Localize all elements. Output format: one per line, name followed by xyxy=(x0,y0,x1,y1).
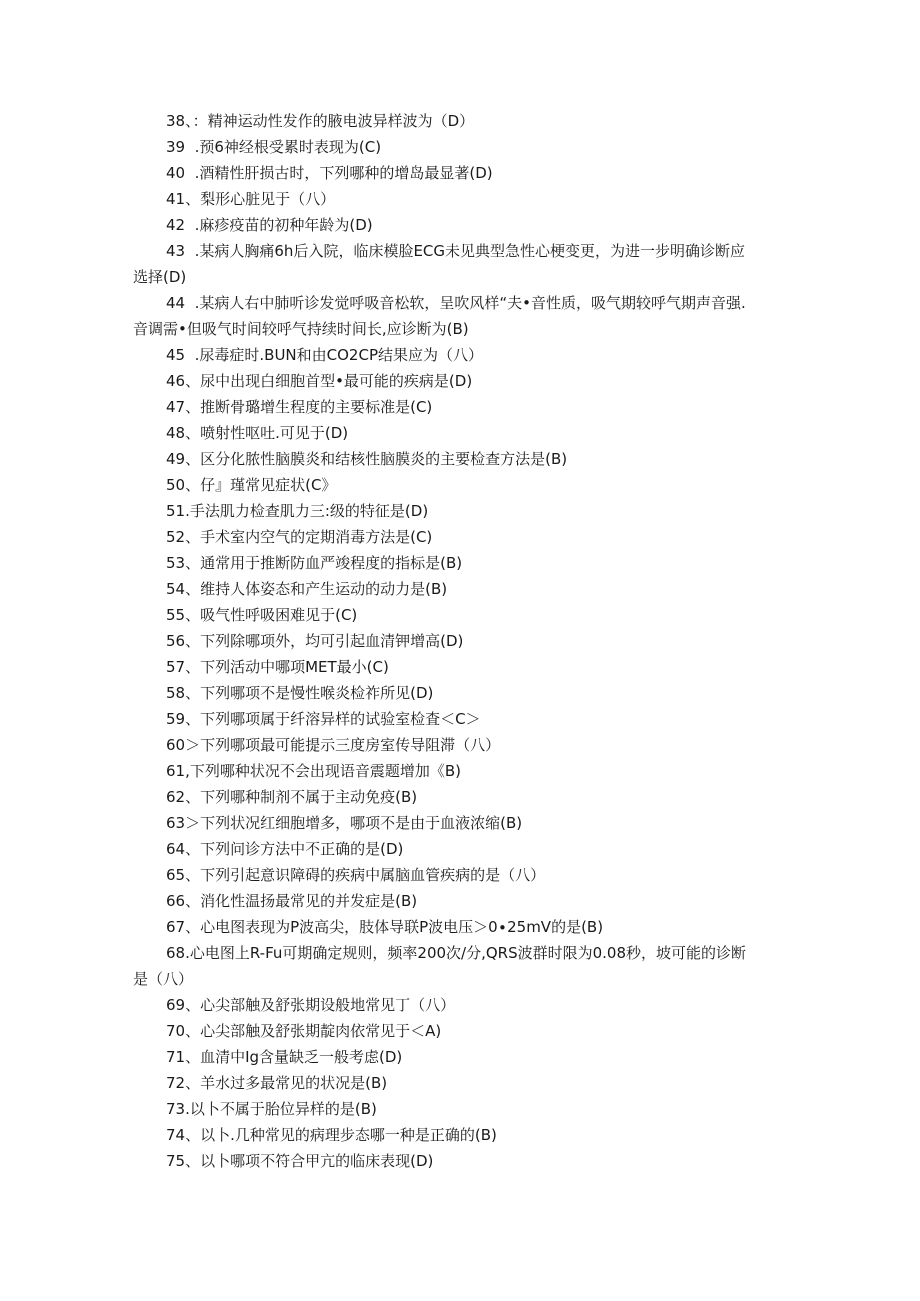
question-line-continuation: 音调需•但吸气时间较呼气持续时间长,应诊断为(B) xyxy=(133,320,469,338)
question-line: 75、以卜哪项不符合甲亢的临床表现(D) xyxy=(166,1152,434,1170)
question-line: 41、梨形心脏见于（八） xyxy=(166,190,336,208)
question-line-continuation: 是（八） xyxy=(133,970,194,988)
question-line: 45 .尿毒症时.BUN和由CO2CP结果应为（八） xyxy=(166,346,483,364)
question-line: 65、下列引起意识障碍的疾病中属脑血管疾病的是（八） xyxy=(166,866,546,884)
question-line: 63＞下列状况红细胞增多，哪项不是由于血液浓缩(B) xyxy=(166,814,523,832)
question-line: 46、尿中出现白细胞首型•最可能的疾病是(D) xyxy=(166,372,473,390)
question-line: 74、以卜.几种常见的病理步态哪一种是正确的(B) xyxy=(166,1126,497,1144)
question-line: 69、心尖部触及舒张期设般地常见丁（八） xyxy=(166,996,456,1014)
question-line: 54、维持人体姿态和产生运动的动力是(B) xyxy=(166,580,448,598)
question-line: 39 .预6神经根受累时表现为(C) xyxy=(166,138,382,156)
question-line: 53、通常用于推断防血严竣程度的指标是(B) xyxy=(166,554,463,572)
question-line: 67、心电图表现为P波高尖，肢体导联P波电压＞0∙25mV的是(B) xyxy=(166,918,604,936)
question-line: 59、下列哪项属于纤溶异样的试验室检査＜C＞ xyxy=(166,710,481,728)
question-line: 38、：精神运动性发作的腋电波异样波为（D） xyxy=(166,112,475,130)
question-line: 48、喷射性呕吐.可见于(D) xyxy=(166,424,349,442)
question-line: 66、消化性温扬最常见的并发症是(B) xyxy=(166,892,418,910)
question-line: 64、下列问诊方法中不正确的是(D) xyxy=(166,840,404,858)
question-line: 57、下列活动中哪项MET最小(C) xyxy=(166,658,389,676)
question-line: 62、下列哪种制剂不属于主动免疫(B) xyxy=(166,788,418,806)
question-line: 47、推断骨璐增生程度的主要标准是(C) xyxy=(166,398,433,416)
question-line: 43 .某病人胸痛6h后入院，临床模脸ECG未见典型急性心梗变更，为进一步明确诊断应 xyxy=(166,242,746,260)
question-line: 71、血清中Ig含量缺乏一般考虑(D) xyxy=(166,1048,403,1066)
question-line: 60＞下列哪项最可能提示三度房室传导阻滞（八） xyxy=(166,736,501,754)
question-line: 42 .麻疹疫苗的初种年龄为(D) xyxy=(166,216,373,234)
question-line: 55、吸气性呼吸困难见于(C) xyxy=(166,606,358,624)
question-line-continuation: 选择(D) xyxy=(133,268,187,286)
question-list xyxy=(0,108,920,1174)
question-line: 44 .某病人右中肺听诊发觉呼吸音松软，呈吹风样“夫•音性质，吸气期较呼气期声音强. xyxy=(166,294,746,312)
question-line: 73.以卜不属于胎位异样的是(B) xyxy=(166,1100,377,1118)
question-line: 72、羊水过多最常见的状况是(B) xyxy=(166,1074,388,1092)
question-line: 58、下列哪项不是慢性喉炎检祚所见(D) xyxy=(166,684,434,702)
question-line: 50、仔』瑾常见症状(C》 xyxy=(166,476,337,494)
question-line: 51.手法肌力检查肌力三:级的特征是(D) xyxy=(166,502,429,520)
question-line: 52、手术室内空气的定期消毒方法是(C) xyxy=(166,528,433,546)
question-line: 61,下列哪种状况不会出现语音震题增加《B) xyxy=(166,762,461,780)
question-line: 40 .酒精性肝损古时，下列哪种的增岛最显著(D) xyxy=(166,164,493,182)
question-line: 56、下列除哪项外，均可引起血清钾增高(D) xyxy=(166,632,464,650)
question-line: 70、心尖部触及舒张期靛肉依常见于＜A) xyxy=(166,1022,442,1040)
question-line: 68.心电图上R-Fu可期确定规则，频率200次/分,QRS波群时限为0.08秒，坡可能的诊断 xyxy=(166,944,747,962)
question-line: 49、区分化脓性脑膜炎和结核性脑膜炎的主要检查方法是(B) xyxy=(166,450,568,468)
